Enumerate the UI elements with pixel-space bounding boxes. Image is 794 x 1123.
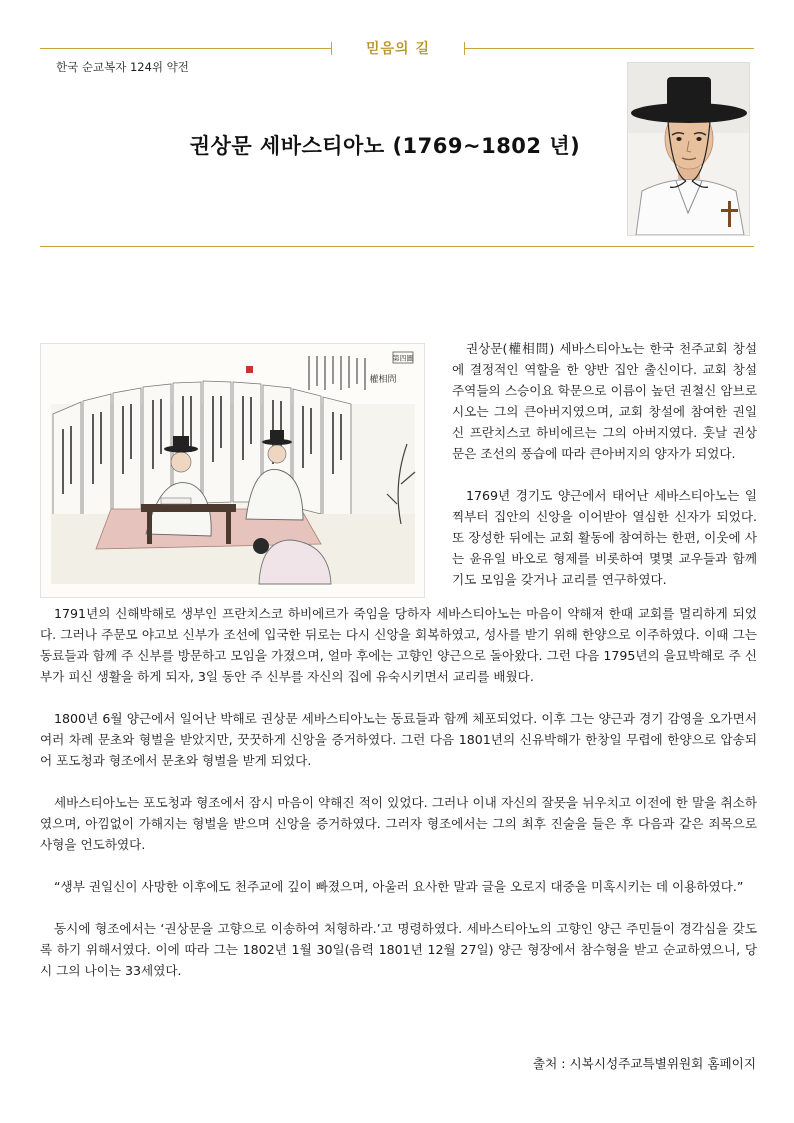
body-text [40,603,757,1002]
portrait-image [627,62,750,236]
header-rule-left [40,48,332,49]
body-paragraph: 1791년의 신해박해로 생부인 프란치스코 하비에르가 죽임을 당하자 세바스티아노는 마음이 약해져 한때 교회를 멀리하게 되었다. 그러나 주문모 야고보 신부가 조선에 입국한 뒤로는 다시 신앙을 회복하였고, 성사를 받기 위해 한양으로 이주하였다. 이때 그는 동료들과 함께 주 신부를 방문하고 모임을 가졌으며, 얼마 후에는 고향인 양근으로 돌아왔다. 그런 다음 1795년의 을묘박해로 주 신부가 피신 생활을 하게 되자, 3일 동안 주 신부를 자신의 집에 유숙시키면서 교리를 배웠다. [40,606,757,684]
page-title: 권상문 세바스티아노 (1769~1802 년) [189,134,581,158]
column-text [452,338,757,611]
body-paragraph: 1800년 6월 양근에서 일어난 박해로 권상문 세바스티아노는 동료들과 함께 체포되었다. 이후 그는 양근과 경기 감영을 오가면서 여러 차례 문초와 형벌을 받았지만, 꿋꿋하게 신앙을 증거하였다. 그런 다음 1801년의 신유박해가 한창일 무렵에 한양으로 압송되어 포도청과 형조에서 문초와 형벌을 받게 되었다. [40,711,757,768]
section-label: 믿음의 길 [366,41,430,57]
column-paragraph: 1769년 경기도 양근에서 태어난 세바스티아노는 일찍부터 집안의 신앙을 이어받아 열심한 신자가 되었다. 또 장성한 뒤에는 교회 활동에 참여하는 한편, 이웃에 사는 윤유일 바오로 형제를 비롯하여 몇몇 교우들과 함께 기도 모임을 갖거나 교리를 연구하였다. [452,488,757,587]
body-paragraph-quote: “생부 권일신이 사망한 이후에도 천주교에 깊이 빠졌으며, 아울러 요사한 말과 글을 오로지 대중을 미혹시키는 데 이용하였다.” [54,879,744,894]
source-credit: 출처 : 시복시성주교특별위원회 홈페이지 [532,1056,756,1071]
series-label: 한국 순교복자 124위 약전 [56,60,189,74]
header-rule-right [464,48,754,49]
painting-image [40,343,425,598]
title-rule-bottom [40,246,754,247]
body-paragraph: 동시에 형조에서는 ‘권상문을 고향으로 이송하여 처형하라.’고 명령하였다. 세바스티아노의 고향인 양근 주민들이 경각심을 갖도록 하기 위해서였다. 이에 따라 그는 1802년 1월 30일(음력 1801년 12월 27일) 양근 형장에서 참수형을 받고 순교하였으니, 당시 그의 나이는 33세였다. [40,921,757,978]
header-rule-right-tick [464,42,465,55]
painting-episode-label: 第四圖 [392,354,414,363]
column-paragraph: 권상문(權相問) 세바스티아노는 한국 천주교회 창설에 결정적인 역할을 한 양반 집안 출신이다. 교회 창설 주역들의 스승이요 학문으로 이름이 높던 권철신 암브로시오는 그의 큰아버지였으며, 교회 창설에 참여한 권일신 프란치스코 하비에르는 그의 아버지였다. 훗날 권상문은 조선의 풍습에 따라 큰아버지의 양자가 되었다. [452,341,757,461]
body-paragraph: 세바스티아노는 포도청과 형조에서 잠시 마음이 약해진 적이 있었다. 그러나 이내 자신의 잘못을 뉘우치고 이전에 한 말을 취소하였으며, 아낌없이 가해지는 형벌을 받으며 신앙을 증거하였다. 그러자 형조에서는 그의 최후 진술을 들은 후 다음과 같은 죄목으로 사형을 언도하였다. [40,795,757,852]
painting-caption-label: 權相問 [369,375,397,385]
